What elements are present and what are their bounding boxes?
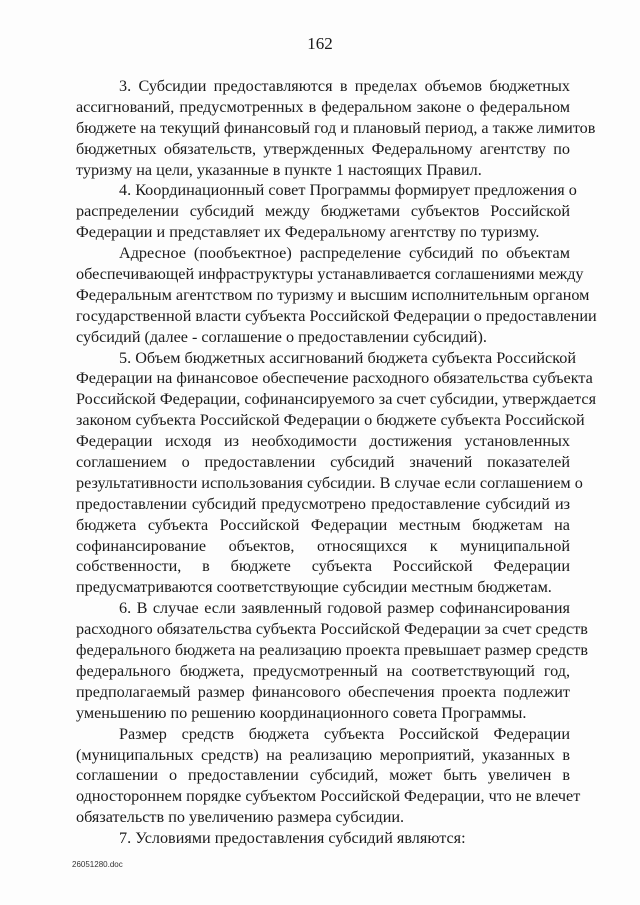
footer-filename: 26051280.doc	[72, 860, 123, 869]
text-line: Адресное (пообъектное) распределение субсидий по объектам	[119, 244, 570, 263]
text-line: расходного обязательства субъекта Российской Федерации за счет средств	[76, 620, 588, 639]
text-line: бюджете на текущий финансовый год и плановый период, а также лимитов	[76, 118, 596, 137]
text-line: предоставлении субсидий предусмотрено предоставление субсидий из	[76, 494, 570, 513]
text-line: Федерации на финансовое обеспечение расходного обязательства субъекта	[76, 369, 593, 388]
text-line: федерального бюджета на реализацию проекта превышает размер средств	[76, 641, 588, 660]
text-line: Размер средств бюджета субъекта Российской Федерации	[119, 724, 570, 743]
text-line: одностороннем порядке субъектом Российской Федерации, что не влечет	[76, 787, 581, 806]
text-line: государственной власти субъекта Российской Федерации о предоставлении	[76, 306, 597, 325]
text-line: 3. Субсидии предоставляются в пределах объемов бюджетных	[119, 77, 570, 95]
text-line: бюджета субъекта Российской Федерации местным бюджетам на	[76, 515, 570, 534]
text-line: субсидий (далее - соглашение о предоставлении субсидий).	[76, 327, 487, 346]
text-line: обязательств по увеличению размера субсидии.	[76, 808, 405, 827]
text-line: Федерации исходя из необходимости достижения установленных	[76, 432, 570, 451]
text-line: соглашением о предоставлении субсидий значений показателей	[76, 453, 570, 472]
text-line: 5. Объем бюджетных ассигнований бюджета субъекта Российской	[119, 348, 577, 367]
text-line: предусматриваются соответствующие субсидии местным бюджетам.	[76, 578, 552, 597]
text-line: ассигнований, предусмотренных в федеральном законе о федеральном	[76, 97, 570, 116]
text-line: софинансирование объектов, относящихся к муниципальной	[76, 536, 570, 555]
text-line: собственности, в бюджете субъекта Российской Федерации	[76, 557, 570, 576]
text-line: Российской Федерации, софинансируемого за счет субсидии, утверждается	[76, 390, 597, 409]
text-line: 7. Условиями предоставления субсидий являются:	[119, 829, 466, 848]
text-line: распределении субсидий между бюджетами субъектов Российской	[76, 202, 570, 221]
text-line: туризму на цели, указанные в пункте 1 настоящих Правил.	[76, 160, 482, 179]
text-line: результативности использования субсидии. В случае если соглашением о	[76, 473, 583, 492]
text-line: бюджетных обязательств, утвержденных Федеральному агентству по	[76, 139, 570, 158]
text-line: Федеральным агентством по туризму и высшим исполнительным органом	[76, 285, 590, 304]
text-line: 6. В случае если заявленный годовой размер софинансирования	[119, 599, 570, 618]
text-line: законом субъекта Российской Федерации о бюджете субъекта Российской	[76, 411, 585, 430]
text-line: обеспечивающей инфраструктуры устанавливается соглашениями между	[76, 265, 584, 284]
text-line: федерального бюджета, предусмотренный на соответствующий год,	[76, 661, 570, 680]
text-line: (муниципальных средств) на реализацию мероприятий, указанных в	[76, 745, 570, 764]
text-line: уменьшению по решению координационного совета Программы.	[76, 703, 527, 722]
page-number: 162	[307, 34, 333, 53]
text-line: Федерации и представляет их Федеральному агентству по туризму.	[76, 223, 540, 242]
document-body	[76, 76, 597, 849]
text-line: соглашении о предоставлении субсидий, может быть увеличен в	[76, 766, 570, 785]
text-line: предполагаемый размер финансового обеспечения проекта подлежит	[76, 682, 570, 701]
text-line: 4. Координационный совет Программы формирует предложения о	[119, 181, 577, 200]
